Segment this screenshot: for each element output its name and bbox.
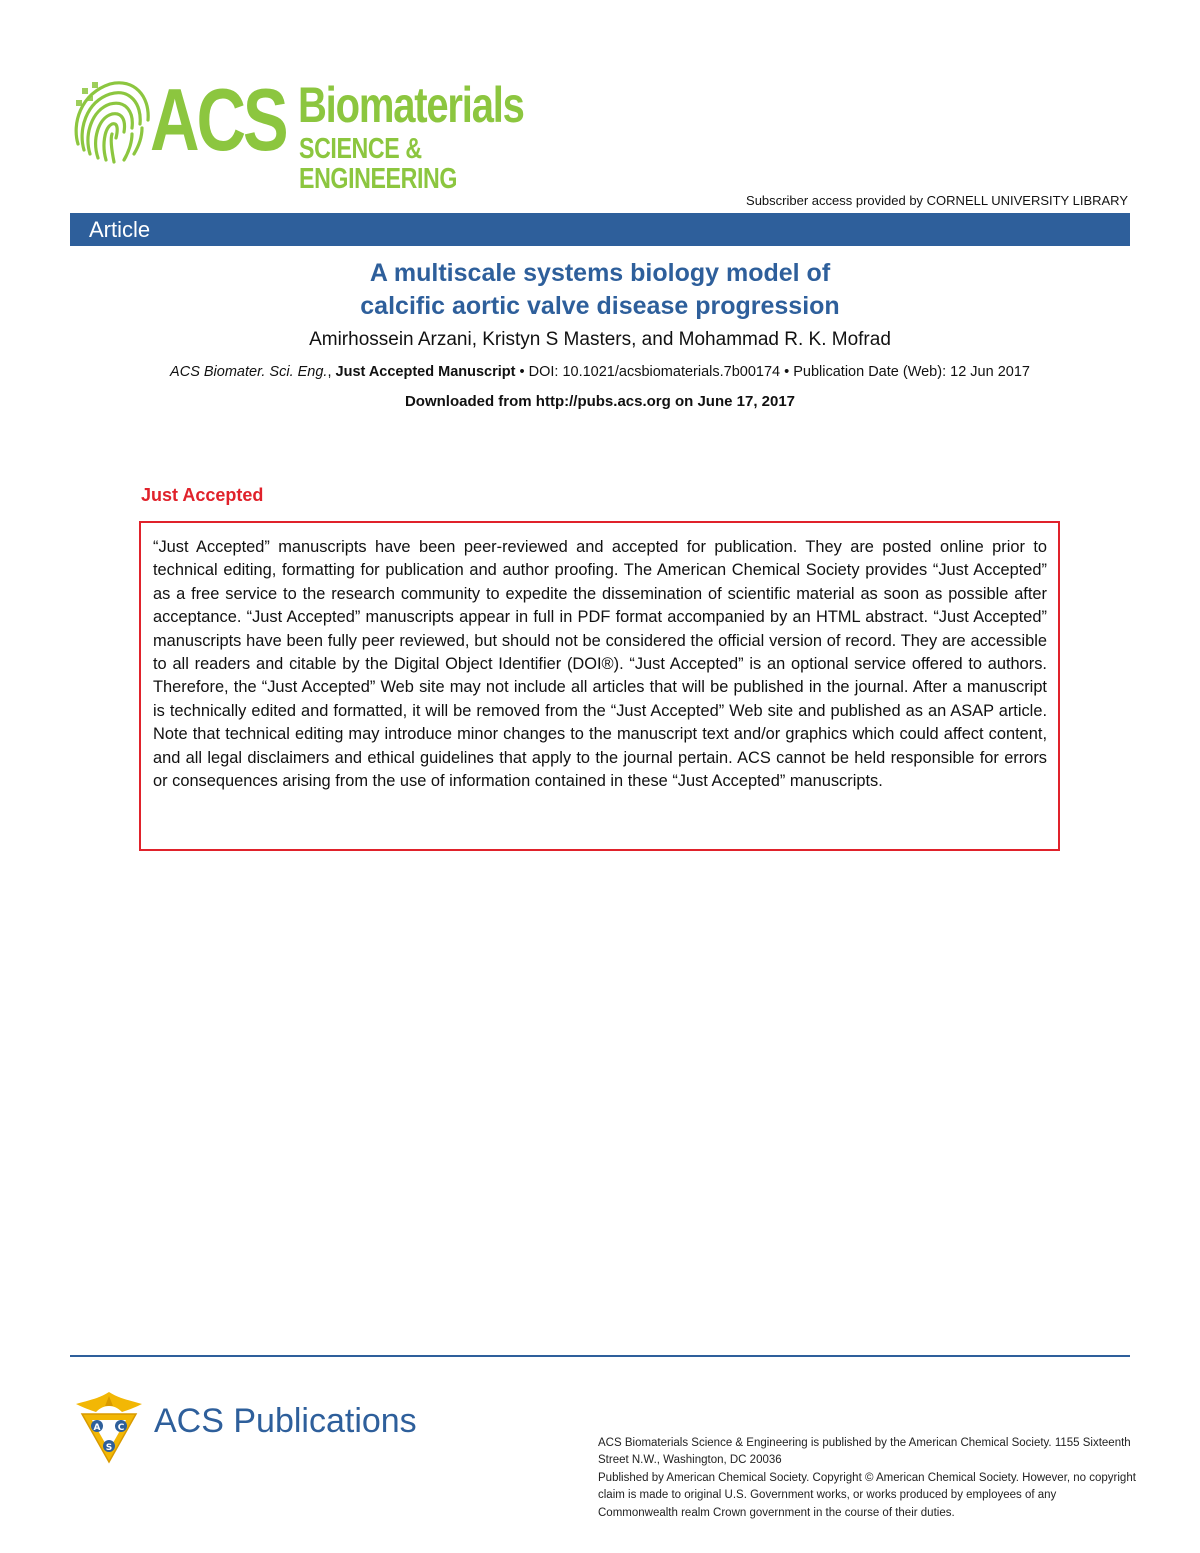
downloaded-note: Downloaded from http://pubs.acs.org on June 17, 2017 [404,393,796,410]
acs-eagle-emblem-icon [70,1388,148,1466]
citation-journal: ACS Biomater. Sci. Eng. [170,364,328,380]
publisher-name: ACS Publications [154,1402,417,1440]
section-banner [70,213,1130,246]
citation-comma: , [327,364,332,380]
publisher-address: ACS Biomaterials Science & Engineering is published by the American Chemical Society. 1155 Sixteenth Street N.W., Washington, DC 20036 [598,1437,1131,1467]
logo-acs-text: ACS [150,70,286,169]
just-accepted-box [139,521,1060,851]
publisher-logo [70,1388,450,1468]
citation-status: Just Accepted Manuscript [335,364,516,380]
fingerprint-icon [68,74,152,166]
article-title-line-2: calcific aortic valve disease progression [360,292,840,320]
emblem-letter-a: A [93,1423,101,1433]
emblem-letter-s: S [105,1443,113,1453]
citation-doi-date: • DOI: 10.1021/acsbiomaterials.7b00174 • Publication Date (Web): 12 Jun 2017 [515,364,1030,380]
copyright-notice: Published by American Chemical Society. Copyright © American Chemical Society. However, no copyright claim is made to original U.S. Government works, or works produced by employees of any Commonwealth realm Crown government in the course of their duties. [598,1471,1136,1519]
logo-subtitle-text: SCIENCE & ENGINEERING [299,133,458,195]
article-title-line-1: A multiscale systems biology model of [369,259,831,287]
subscriber-access-note: Subscriber access provided by CORNELL UNIVERSITY LIBRARY [746,193,1128,208]
journal-logo [68,70,568,195]
citation-line [0,364,1200,380]
authors: Amirhossein Arzani, Kristyn S Masters, and Mohammad R. K. Mofrad [309,329,891,350]
logo-biomaterials-text: Biomaterials [298,77,524,133]
emblem-letter-c: C [117,1423,125,1433]
just-accepted-heading: Just Accepted [141,485,264,505]
just-accepted-body: “Just Accepted” manuscripts have been peer-reviewed and accepted for publication. They are posted online prior to technical editing, formatting for publication and author proofing. The American Chemical Society provides “Just Accepted” as a free service to the research community to expedite the dissemination of scientific material as soon as possible after acceptance. “Just Accepted” manuscripts appear in full in PDF format accompanied by an HTML abstract. “Just Accepted” manuscripts have been fully peer reviewed, but should not be considered the official version of record. They are accessible to all readers and citable by the Digital Object Identifier (DOI®). “Just Accepted” is an optional service offered to authors. Therefore, the “Just Accepted” Web site may not include all articles that will be published in the journal. After a manuscript is technically edited and formatted, it will be removed from the “Just Accepted” Web site and published as an ASAP article. Note that technical editing may introduce minor changes to the manuscript text and/or graphics which could affect content, and all legal disclaimers and ethical guidelines that apply to the journal pertain. ACS cannot be held responsible for errors or consequences arising from the use of information contained in these “Just Accepted” manuscripts. [153,538,1047,791]
publisher-note [598,1435,1138,1522]
footer-divider [70,1355,1130,1357]
section-label: Article [89,217,151,242]
